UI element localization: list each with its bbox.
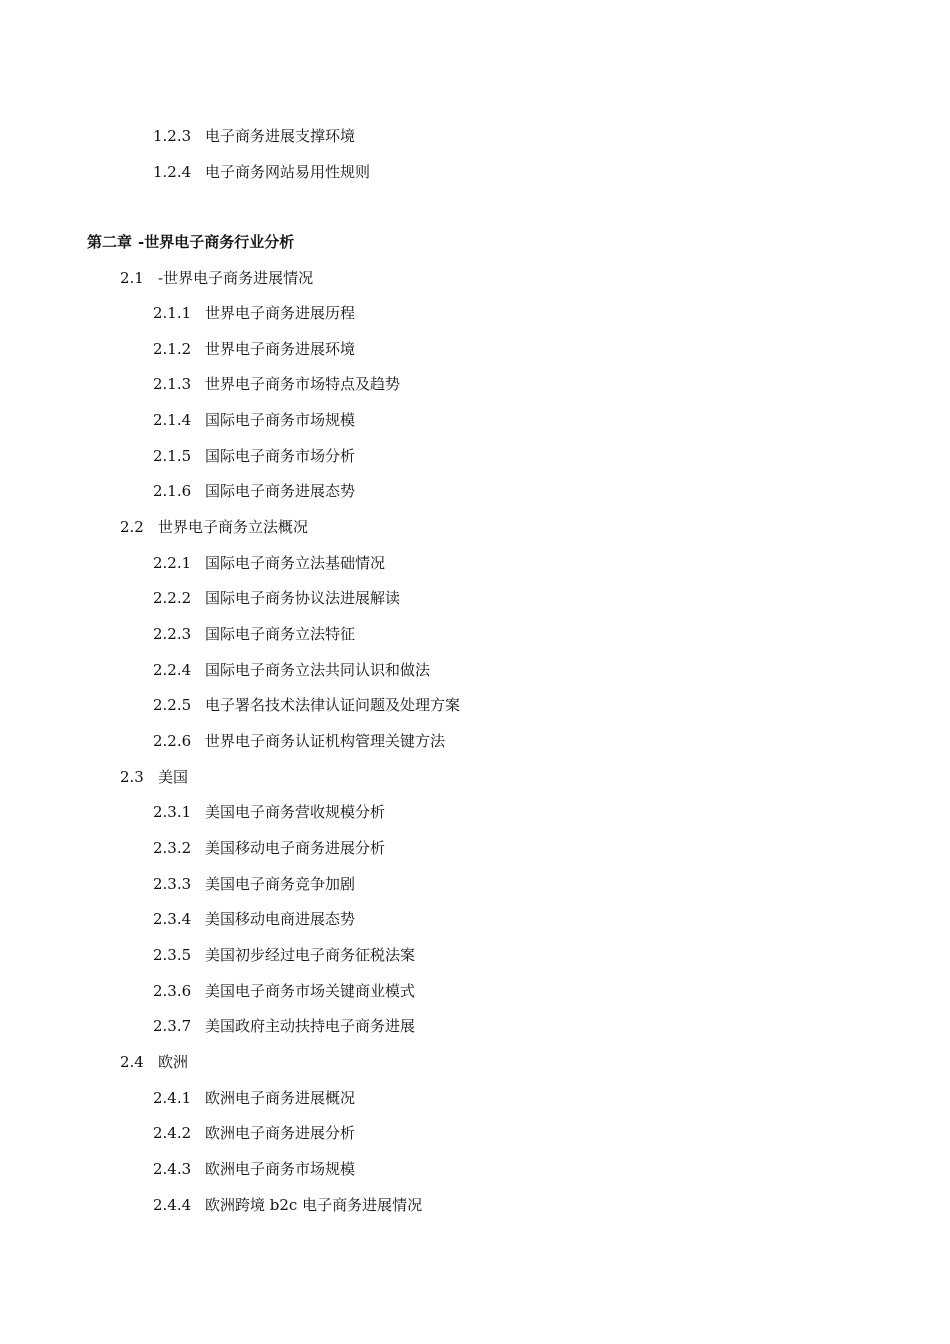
toc-entry-2-1-2 — [153, 339, 355, 359]
toc-entry-title: 美国政府主动扶持电子商务进展 — [205, 1017, 416, 1035]
toc-entry-2-3-2 — [153, 838, 385, 858]
toc-entry-title: 美国初步经过电子商务征税法案 — [205, 946, 416, 964]
toc-entry-title: 国际电子商务立法基础情况 — [205, 554, 386, 572]
toc-chapter-2 — [87, 232, 294, 252]
toc-entry-title: 美国电子商务市场关键商业模式 — [205, 982, 416, 1000]
toc-section-number: 2.3 — [120, 768, 144, 786]
toc-entry-2-2-5 — [153, 695, 460, 715]
toc-section-2-3 — [120, 767, 188, 787]
toc-entry-number: 2.2.2 — [153, 589, 192, 607]
toc-entry-title: 欧洲电子商务市场规模 — [205, 1160, 356, 1178]
toc-entry-number: 2.2.3 — [153, 625, 192, 643]
toc-entry-2-2-3 — [153, 624, 355, 644]
toc-section-2-1 — [120, 268, 313, 288]
toc-section-title: 美国 — [158, 768, 189, 786]
toc-entry-2-1-4 — [153, 410, 355, 430]
toc-entry-number: 2.1.6 — [153, 482, 192, 500]
toc-entry-title: 世界电子商务进展历程 — [205, 304, 356, 322]
toc-entry-2-1-6 — [153, 481, 355, 501]
toc-entry-2-3-4 — [153, 909, 355, 929]
toc-entry-2-4-2 — [153, 1123, 355, 1143]
toc-entry-number: 2.1.2 — [153, 340, 192, 358]
toc-entry-title: 国际电子商务立法共同认识和做法 — [205, 661, 431, 679]
toc-entry-title: 世界电子商务进展环境 — [205, 340, 356, 358]
toc-entry-number: 2.3.1 — [153, 803, 192, 821]
toc-entry-number: 2.4.3 — [153, 1160, 192, 1178]
toc-entry-number: 2.3.7 — [153, 1017, 192, 1035]
toc-entry-2-4-3 — [153, 1159, 355, 1179]
toc-entry-title: 国际电子商务市场分析 — [205, 447, 356, 465]
toc-entry-1-2-3 — [153, 126, 355, 146]
toc-entry-2-1-5 — [153, 446, 355, 466]
toc-entry-number: 2.3.6 — [153, 982, 192, 1000]
toc-entry-title: 国际电子商务立法特征 — [205, 625, 356, 643]
toc-entry-title: 世界电子商务认证机构管理关键方法 — [205, 732, 446, 750]
toc-entry-title: 欧洲电子商务进展概况 — [205, 1089, 356, 1107]
toc-entry-number: 1.2.4 — [153, 163, 192, 181]
toc-entry-title: 电子商务进展支撑环境 — [205, 127, 356, 145]
toc-entry-2-2-1 — [153, 553, 385, 573]
toc-section-number: 2.1 — [120, 269, 144, 287]
toc-section-title: -世界电子商务进展情况 — [158, 269, 314, 287]
toc-entry-number: 2.1.1 — [153, 304, 192, 322]
toc-section-title: 世界电子商务立法概况 — [158, 518, 309, 536]
toc-entry-2-2-6 — [153, 731, 445, 751]
toc-entry-title: 电子商务网站易用性规则 — [205, 163, 371, 181]
toc-entry-2-1-3 — [153, 374, 400, 394]
toc-entry-number: 2.3.3 — [153, 875, 192, 893]
toc-entry-1-2-4 — [153, 162, 370, 182]
toc-entry-2-3-3 — [153, 874, 355, 894]
toc-entry-number: 2.3.2 — [153, 839, 192, 857]
toc-section-title: 欧洲 — [158, 1053, 189, 1071]
toc-entry-number: 2.2.6 — [153, 732, 192, 750]
toc-entry-number: 2.1.3 — [153, 375, 192, 393]
toc-entry-title: 欧洲电子商务进展分析 — [205, 1124, 356, 1142]
toc-entry-number: 2.2.1 — [153, 554, 192, 572]
toc-entry-title: 美国移动电商进展态势 — [205, 910, 356, 928]
toc-entry-number: 1.2.3 — [153, 127, 192, 145]
toc-entry-number: 2.1.4 — [153, 411, 192, 429]
toc-entry-number: 2.3.4 — [153, 910, 192, 928]
toc-section-number: 2.2 — [120, 518, 144, 536]
toc-section-2-4 — [120, 1052, 188, 1072]
toc-chapter-number: 第二章 — [87, 233, 133, 251]
toc-chapter-title: -世界电子商务行业分析 — [138, 233, 295, 251]
toc-entry-title: 欧洲跨境 b2c 电子商务进展情况 — [205, 1196, 423, 1214]
toc-entry-number: 2.1.5 — [153, 447, 192, 465]
toc-entry-2-1-1 — [153, 303, 355, 323]
toc-entry-title: 电子署名技术法律认证问题及处理方案 — [205, 696, 461, 714]
toc-entry-2-3-6 — [153, 981, 415, 1001]
toc-entry-title: 美国移动电子商务进展分析 — [205, 839, 386, 857]
toc-entry-2-4-4 — [153, 1195, 422, 1215]
toc-entry-number: 2.3.5 — [153, 946, 192, 964]
toc-entry-2-3-1 — [153, 802, 385, 822]
toc-entry-title: 国际电子商务市场规模 — [205, 411, 356, 429]
toc-entry-title: 世界电子商务市场特点及趋势 — [205, 375, 401, 393]
toc-entry-2-2-2 — [153, 588, 400, 608]
toc-entry-number: 2.2.4 — [153, 661, 192, 679]
toc-entry-title: 美国电子商务竞争加剧 — [205, 875, 356, 893]
toc-entry-number: 2.4.2 — [153, 1124, 192, 1142]
toc-section-number: 2.4 — [120, 1053, 144, 1071]
toc-entry-title: 国际电子商务协议法进展解读 — [205, 589, 401, 607]
toc-entry-2-4-1 — [153, 1088, 355, 1108]
toc-entry-number: 2.4.1 — [153, 1089, 192, 1107]
toc-entry-number: 2.4.4 — [153, 1196, 192, 1214]
toc-entry-number: 2.2.5 — [153, 696, 192, 714]
toc-section-2-2 — [120, 517, 308, 537]
toc-entry-2-3-5 — [153, 945, 415, 965]
toc-entry-2-3-7 — [153, 1016, 415, 1036]
toc-entry-title: 美国电子商务营收规模分析 — [205, 803, 386, 821]
toc-entry-title: 国际电子商务进展态势 — [205, 482, 356, 500]
toc-entry-2-2-4 — [153, 660, 430, 680]
